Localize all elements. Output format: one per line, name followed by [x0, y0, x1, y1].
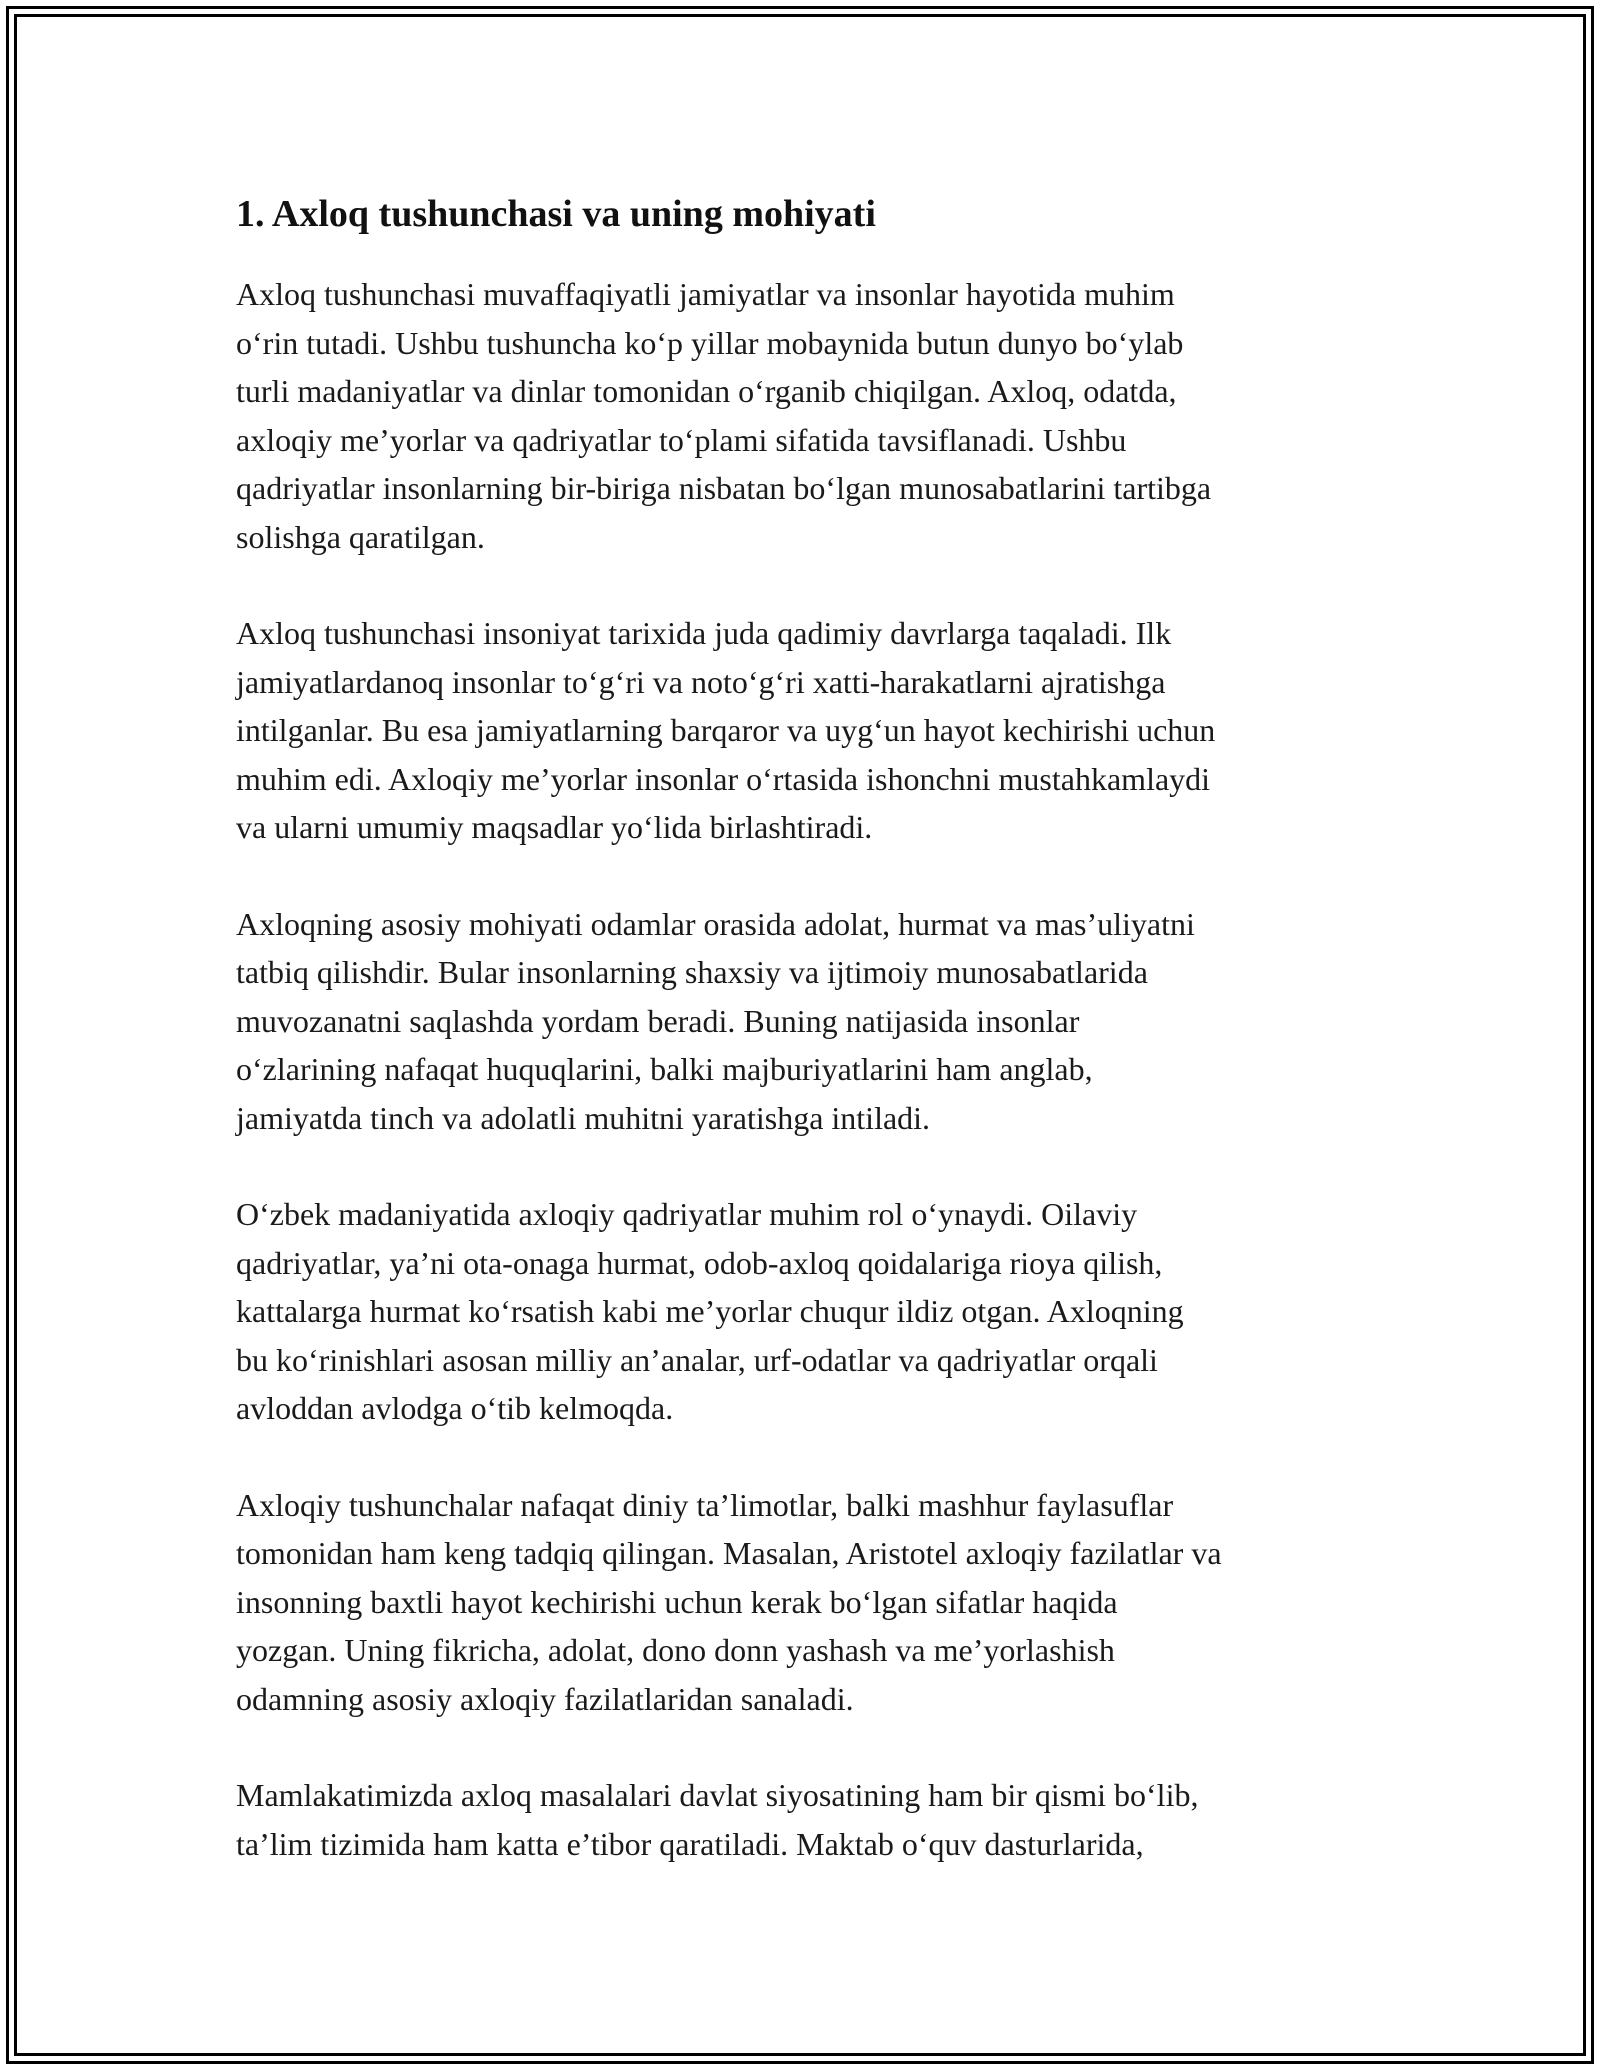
paragraph-line: qadriyatlar insonlarning bir-biriga nisbatan bo‘lgan munosabatlarini tartibga: [236, 470, 1212, 506]
paragraph: [236, 1190, 1376, 1433]
paragraph: [236, 609, 1376, 852]
paragraph-line: muhim edi. Axloqiy me’yorlar insonlar o‘rtasida ishonchni mustahkamlaydi: [236, 760, 1211, 797]
paragraph-line: qadriyatlar, ya’ni ota-onaga hurmat, odob-axloq qoidalariga rioya qilish,: [236, 1244, 1163, 1281]
paragraph-line: bu ko‘rinishlari asosan milliy an’analar, urf-odatlar va qadriyatlar orqali: [236, 1341, 1158, 1378]
paragraph-line: ta’lim tizimida ham katta e’tibor qaratiladi. Maktab o‘quv dasturlarida,: [236, 1825, 1144, 1862]
paragraph-line: muvozanatni saqlashda yordam beradi. Buning natijasida insonlar: [236, 1002, 1080, 1039]
section-heading: 1. Axloq tushunchasi va uning mohiyati: [236, 193, 876, 235]
paragraph-line: tatbiq qilishdir. Bular insonlarning shaxsiy va ijtimoiy munosabatlarida: [236, 954, 1148, 990]
paragraph-line: jamiyatlardanoq insonlar to‘g‘ri va noto‘g‘ri xatti-harakatlarni ajratishga: [236, 663, 1166, 700]
paragraph-line: va ularni umumiy maqsadlar yo‘lida birlashtiradi.: [236, 809, 873, 845]
paragraph-line: o‘rin tutadi. Ushbu tushuncha ko‘p yillar mobaynida butun dunyo bo‘ylab: [236, 324, 1184, 361]
paragraph: [236, 1771, 1376, 1868]
paragraph: [236, 270, 1376, 561]
paragraph: [236, 1481, 1376, 1724]
paragraph-line: odamning asosiy axloqiy fazilatlaridan sanaladi.: [236, 1680, 854, 1717]
paragraph-line: axloqiy me’yorlar va qadriyatlar to‘plami sifatida tavsiflanadi. Ushbu: [236, 421, 1127, 458]
paragraph-line: o‘zlarining nafaqat huquqlarini, balki majburiyatlarini ham anglab,: [236, 1051, 1093, 1087]
paragraph-line: tomonidan ham keng tadqiq qilingan. Masalan, Aristotel axloqiy fazilatlar va: [236, 1535, 1222, 1571]
paragraph-line: O‘zbek madaniyatida axloqiy qadriyatlar muhim rol o‘ynaydi. Oilaviy: [236, 1196, 1138, 1232]
paragraph-line: intilganlar. Bu esa jamiyatlarning barqaror va uyg‘un hayot kechirishi uchun: [236, 712, 1216, 748]
paragraph-line: Axloq tushunchasi muvaffaqiyatli jamiyatlar va insonlar hayotida muhim: [236, 276, 1175, 312]
paragraph-line: turli madaniyatlar va dinlar tomonidan o‘rganib chiqilgan. Axloq, odatda,: [236, 373, 1177, 409]
paragraph-line: solishga qaratilgan.: [236, 518, 485, 555]
paragraph-line: Mamlakatimizda axloq masalalari davlat siyosatining ham bir qismi bo‘lib,: [236, 1777, 1199, 1813]
paragraph-line: Axloq tushunchasi insoniyat tarixida juda qadimiy davrlarga taqaladi. Ilk: [236, 615, 1172, 651]
paragraph-line: Axloqning asosiy mohiyati odamlar orasida adolat, hurmat va mas’uliyatni: [236, 905, 1195, 942]
paragraph-line: kattalarga hurmat ko‘rsatish kabi me’yorlar chuqur ildiz otgan. Axloqning: [236, 1293, 1184, 1329]
paragraph-line: avloddan avlodga o‘tib kelmoqda.: [236, 1390, 674, 1426]
paragraph-line: Axloqiy tushunchalar nafaqat diniy ta’limotlar, balki mashhur faylasuflar: [236, 1486, 1174, 1523]
paragraph-line: jamiyatda tinch va adolatli muhitni yaratishga intiladi.: [236, 1099, 931, 1136]
paragraph-line: insonning baxtli hayot kechirishi uchun kerak bo‘lgan sifatlar haqida: [236, 1583, 1118, 1620]
document-body: [236, 188, 1376, 1916]
paragraph-list: [236, 270, 1376, 1868]
paragraph: [236, 900, 1376, 1143]
paragraph-line: yozgan. Uning fikricha, adolat, dono donn yashash va me’yorlashish: [236, 1632, 1115, 1668]
